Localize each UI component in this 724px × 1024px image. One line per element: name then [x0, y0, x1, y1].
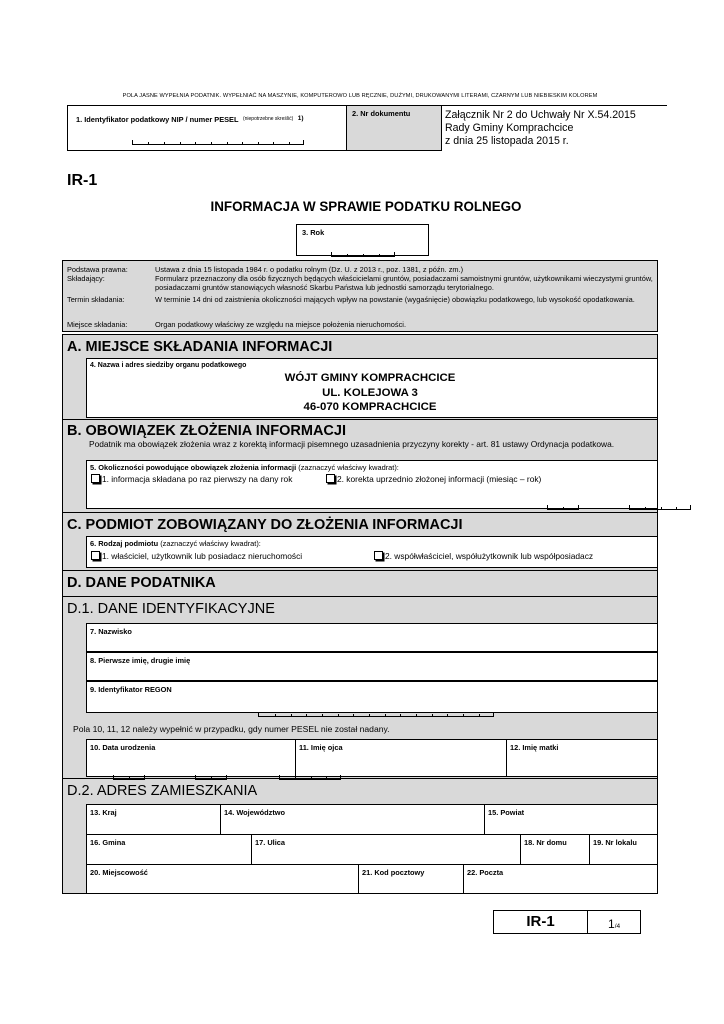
place-text: Organ podatkowy właściwy ze względu na miejsce położenia nieruchomości.	[155, 320, 406, 329]
entity-type-hint: (zaznaczyć właściwy kwadrat):	[160, 539, 261, 548]
tax-office-label: 4. Nazwa i adres siedziby organu podatkowego	[90, 362, 247, 369]
year-field[interactable]	[296, 224, 429, 256]
checkbox-icon[interactable]	[91, 474, 100, 483]
pesel-note: Pola 10, 11, 12 należy wypełnić w przypadku, gdy numer PESEL nie został nadany.	[73, 724, 390, 734]
section-d-title: D. DANE PODATNIKA	[67, 575, 216, 591]
post-office-label: 22. Poczta	[467, 868, 504, 877]
birth-date-label: 10. Data urodzenia	[90, 743, 156, 752]
attachment-line: z dnia 25 listopada 2015 r.	[445, 135, 569, 147]
option-label: 2. współwłaściciel, współużytkownik lub współposiadacz	[385, 551, 594, 561]
divider	[62, 778, 658, 779]
obligation-label: 5. Okoliczności powodujące obowiązek złożenia informacji	[90, 463, 297, 472]
divider	[62, 419, 658, 420]
deadline-text: W terminie 14 dni od zaistnienia okoliczności mających wpływ na powstanie (wygaśnięcie) obowiązku podatkowego, lub wysokość opodatkowania.	[155, 295, 635, 304]
father-name-field[interactable]	[296, 740, 507, 776]
year-digit-boxes[interactable]	[331, 252, 395, 257]
entity-type-field	[86, 536, 658, 568]
option-label: 1. informacja składana po raz pierwszy na dany rok	[102, 474, 293, 484]
basis-text: Ustawa z dnia 15 listopada 1984 r. o podatku rolnym (Dz. U. z 2013 r., poz. 1381, z późn. zm.)	[155, 265, 464, 274]
basis-label: Podstawa prawna:	[67, 265, 128, 274]
birth-date-field[interactable]	[87, 740, 296, 776]
office-name: WÓJT GMINY KOMPRACHCICE	[284, 372, 456, 384]
surname-label: 7. Nazwisko	[90, 627, 132, 636]
correction-month-boxes[interactable]	[547, 505, 579, 510]
divider	[62, 596, 658, 597]
entity-type-label: 6. Rodzaj podmiotu	[90, 539, 159, 548]
year-label: 3. Rok	[302, 228, 325, 237]
flat-number-label: 19. Nr lokalu	[593, 838, 637, 847]
option-label: 2. korekta uprzednio złożonej informacji (miesiąc – rok)	[337, 474, 542, 484]
checkbox-icon[interactable]	[91, 551, 100, 560]
divider	[62, 512, 658, 513]
section-d2-title: D.2. ADRES ZAMIESZKANIA	[67, 783, 258, 799]
document-number-field	[347, 106, 441, 150]
footer-form-code: IR-1	[526, 913, 555, 930]
place-label: Miejsce składania:	[67, 320, 128, 329]
first-names-label: 8. Pierwsze imię, drugie imię	[90, 656, 191, 665]
page-footer	[493, 910, 641, 934]
commune-label: 16. Gmina	[90, 838, 126, 847]
footnote-1: 1)	[297, 115, 304, 122]
id-digit-boxes[interactable]	[132, 140, 304, 145]
option-co-owner[interactable]	[374, 551, 593, 561]
attachment-note	[445, 109, 636, 148]
taxpayer-id-label: 1. Identyfikator podatkowy NIP / numer PESEL	[76, 115, 239, 124]
checkbox-icon[interactable]	[326, 474, 335, 483]
obligation-field	[86, 460, 658, 509]
taxpayer-id-note: (niepotrzebne skreślić)	[242, 116, 294, 122]
option-owner[interactable]	[91, 551, 302, 561]
footer-divider	[587, 911, 588, 933]
header-row	[67, 105, 442, 151]
filer-text: Formularz przeznaczony dla osób fizycznych będących właścicielami gruntów, posiadaczami samoistnymi gruntów, użytkownikami wieczystymi gruntów, posiadaczami gruntów stanowiących własność Skarbu Państwa lub jednostki samorządu terytorialnego.	[155, 274, 653, 293]
father-name-label: 11. Imię ojca	[299, 743, 343, 752]
country-field[interactable]	[87, 805, 221, 834]
flat-number-field[interactable]	[590, 835, 657, 864]
postal-code-label: 21. Kod pocztowy	[362, 868, 425, 877]
office-street: UL. KOLEJOWA 3	[322, 386, 418, 399]
office-city: 46-070 KOMPRACHCICE	[303, 401, 437, 413]
regon-label: 9. Identyfikator REGON	[90, 685, 172, 694]
section-a-title: A. MIEJSCE SKŁADANIA INFORMACJI	[67, 339, 333, 355]
county-label: 15. Powiat	[488, 808, 525, 817]
checkbox-icon[interactable]	[374, 551, 383, 560]
divider	[62, 570, 658, 571]
header-rule	[442, 105, 667, 106]
form-title: INFORMACJA W SPRAWIE PODATKU ROLNEGO	[210, 199, 522, 214]
fill-instructions: POLA JASNE WYPEŁNIA PODATNIK. WYPEŁNIAĆ NA MASZYNIE, KOMPUTEROWO LUB RĘCZNIE, DUŻYMI, DRUKOWANYMI LITERAMI, CZARNYM LUB NIEBIESKIM KOLOREM	[122, 93, 598, 99]
commune-field[interactable]	[87, 835, 252, 864]
country-label: 13. Kraj	[90, 808, 117, 817]
section-c-title: C. PODMIOT ZOBOWIĄZANY DO ZŁOŻENIA INFORMACJI	[67, 517, 463, 533]
address-row-3	[86, 864, 658, 894]
attachment-line: Załącznik Nr 2 do Uchwały Nr X.54.2015	[445, 109, 636, 121]
tax-office-field	[86, 358, 658, 418]
voivodeship-field[interactable]	[221, 805, 485, 834]
page-number: 1	[608, 917, 615, 931]
address-row-1	[86, 804, 658, 835]
mother-name-field[interactable]	[507, 740, 657, 776]
legal-info	[62, 260, 658, 332]
document-number-label: 2. Nr dokumentu	[352, 109, 411, 118]
house-number-field[interactable]	[521, 835, 590, 864]
correction-note: Podatnik ma obowiązek złożenia wraz z korektą informacji pisemnego uzasadnienia przyczyny korekty - art. 81 ustawy Ordynacja podatkowa.	[89, 439, 615, 449]
first-names-field[interactable]	[86, 652, 658, 681]
form-code: IR-1	[67, 172, 98, 189]
post-office-field[interactable]	[464, 865, 657, 893]
correction-year-boxes[interactable]	[629, 505, 691, 510]
section-b-title: B. OBOWIĄZEK ZŁOŻENIA INFORMACJI	[67, 423, 346, 439]
county-field[interactable]	[485, 805, 657, 834]
surname-field[interactable]	[86, 623, 658, 652]
locality-field[interactable]	[87, 865, 359, 893]
taxpayer-id-field[interactable]	[68, 106, 347, 150]
locality-label: 20. Miejscowość	[90, 868, 148, 877]
street-field[interactable]	[252, 835, 521, 864]
option-first-filing[interactable]	[91, 474, 292, 484]
personal-row	[86, 739, 658, 777]
street-label: 17. Ulica	[255, 838, 285, 847]
attachment-line: Rady Gminy Komprachcice	[445, 122, 574, 134]
mother-name-label: 12. Imię matki	[510, 743, 559, 752]
address-row-2	[86, 834, 658, 865]
regon-digit-boxes[interactable]	[258, 712, 494, 717]
page-total: /4	[614, 923, 621, 930]
postal-code-field[interactable]	[359, 865, 464, 893]
house-number-label: 18. Nr domu	[524, 838, 567, 847]
voivodeship-label: 14. Województwo	[224, 808, 286, 817]
filer-label: Składający:	[67, 274, 105, 283]
section-d1-title: D.1. DANE IDENTYFIKACYJNE	[67, 601, 275, 617]
obligation-hint: (zaznaczyć właściwy kwadrat):	[298, 463, 399, 472]
regon-field[interactable]	[86, 681, 658, 713]
option-label: 1. właściciel, użytkownik lub posiadacz nieruchomości	[102, 551, 303, 561]
deadline-label: Termin składania:	[67, 295, 125, 304]
option-correction[interactable]	[326, 474, 541, 484]
